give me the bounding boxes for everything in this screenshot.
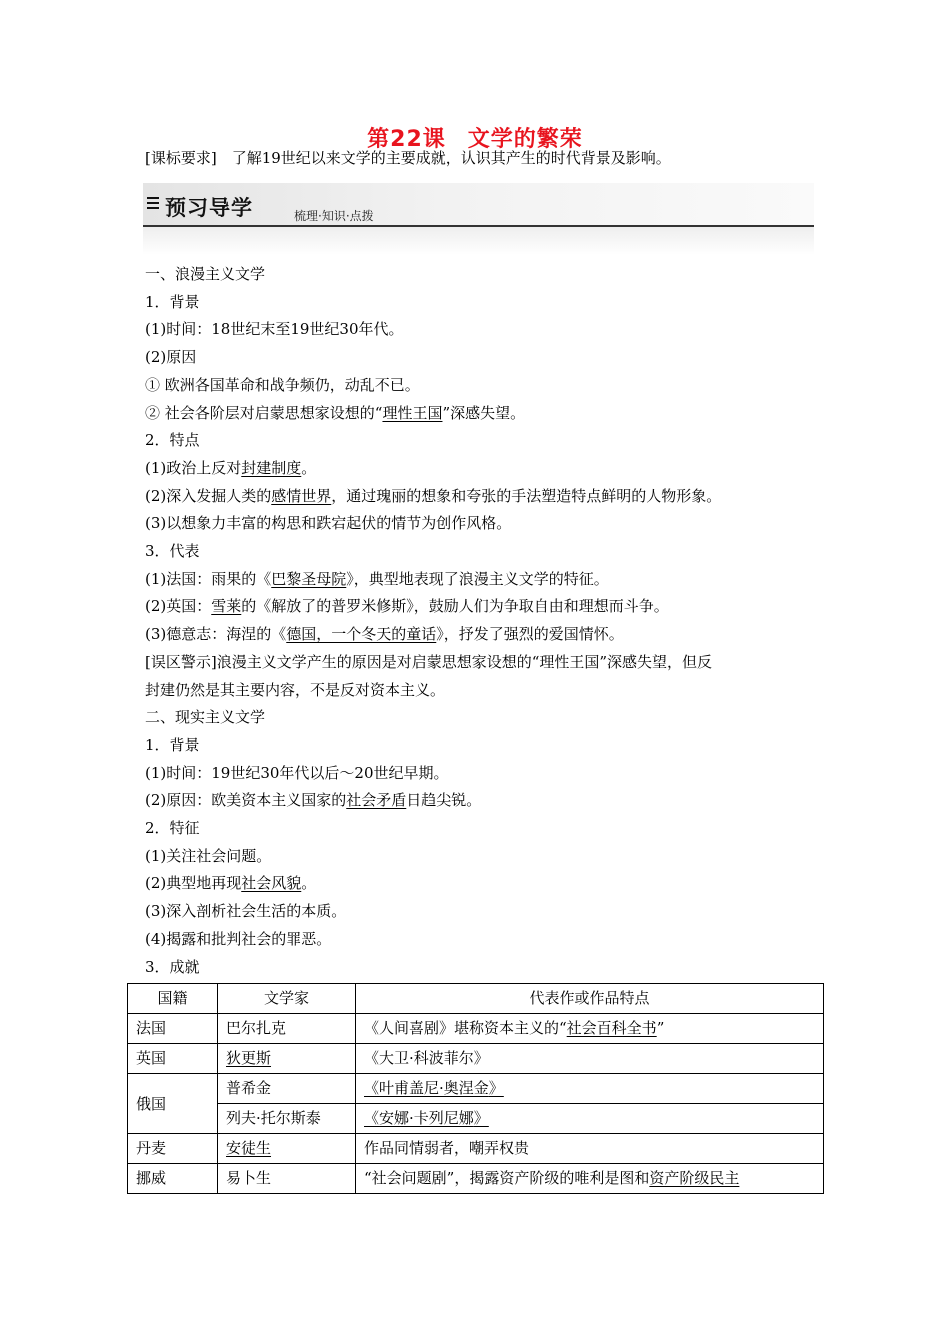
stripes-icon [147,197,159,212]
sub-heading: 3．成就 [145,957,200,976]
country-cell: 英国 [128,1044,218,1074]
text-line: (1)政治上反对封建制度。 [145,458,317,477]
curriculum-requirement: [课标要求] 了解19世纪以来文学的主要成就，认识其产生的时代背景及影响。 [145,149,671,167]
work-cell: 《叶甫盖尼·奥涅金》 [356,1074,824,1104]
country-cell: 挪威 [128,1164,218,1194]
text-line: (2)原因：欧美资本主义国家的社会矛盾日趋尖锐。 [145,791,482,810]
content-body [145,261,825,981]
warning-line: 封建仍然是其主要内容，不是反对资本主义。 [145,680,446,699]
work-cell: “社会问题剧”，揭露资产阶级的唯利是图和资产阶级民主 [356,1164,824,1194]
warning-line: [误区警示]浪漫主义文学产生的原因是对启蒙思想家设想的“理性王国”深感失望，但反 [145,652,713,671]
sub-heading: 2．特征 [145,819,200,838]
table-row [128,1104,824,1134]
banner-title: 预习导学 [165,196,253,220]
keyword: 社会矛盾 [346,791,407,810]
lesson-title: 第22课 文学的繁荣 [367,127,583,152]
text-line: (2)典型地再现社会风貌。 [145,874,317,893]
keyword: 社会风貌 [241,874,302,893]
table-row [128,1014,824,1044]
text-line: ① 欧洲各国革命和战争频仍，动乱不已。 [145,375,420,394]
writer-cell: 安徒生 [218,1134,356,1164]
keyword: 理性王国 [382,403,443,422]
work-cell: 《人间喜剧》堪称资本主义的“社会百科全书” [356,1014,824,1044]
section-heading: 一、浪漫主义文学 [145,265,266,283]
table-row [128,1134,824,1164]
keyword: 德国，一个冬天的童话 [286,625,437,644]
work-cell: 《安娜·卡列尼娜》 [356,1104,824,1134]
text-line: (3)以想象力丰富的构思和跌宕起伏的情节为创作风格。 [145,514,512,533]
table-header: 国籍 [128,984,218,1014]
text-line: (3)深入剖析社会生活的本质。 [145,902,347,921]
keyword: 巴黎圣母院 [271,569,347,588]
text-line: (1)时间：19世纪30年代以后～20世纪早期。 [145,763,449,782]
preview-guide-banner [143,183,814,255]
writer-cell: 巴尔扎克 [218,1014,356,1044]
writer-cell: 普希金 [218,1074,356,1104]
writer-cell: 狄更斯 [218,1044,356,1074]
text-line: (2)英国：雪莱的《解放了的普罗米修斯》，鼓励人们为争取自由和理想而斗争。 [145,597,669,616]
country-cell: 丹麦 [128,1134,218,1164]
keyword: 雪莱 [211,597,242,616]
writer-cell: 易卜生 [218,1164,356,1194]
writer-cell: 列夫·托尔斯泰 [218,1104,356,1134]
sub-heading: 1．背景 [145,292,200,311]
table-row [128,1074,824,1104]
sub-heading: 3．代表 [145,542,200,561]
banner-subtitle: 梳理·知识·点拨 [294,209,374,223]
table-header: 代表作或作品特点 [356,984,824,1014]
text-line: ② 社会各阶层对启蒙思想家设想的“理性王国”深感失望。 [145,403,526,422]
table-header: 文学家 [218,984,356,1014]
text-line: (4)揭露和批判社会的罪恶。 [145,929,332,948]
table-row [128,1164,824,1194]
text-line: (1)时间：18世纪末至19世纪30年代。 [145,320,404,339]
section-heading: 二、现实主义文学 [145,708,266,727]
text-line: (1)关注社会问题。 [145,846,272,865]
country-cell: 俄国 [128,1074,218,1134]
sub-heading: 2．特点 [145,431,200,450]
table-row [128,1044,824,1074]
work-cell: 《大卫·科波菲尔》 [356,1044,824,1074]
sub-heading: 1．背景 [145,735,200,754]
text-line: (2)深入发掘人类的感情世界，通过瑰丽的想象和夸张的手法塑造特点鲜明的人物形象。 [145,486,722,505]
achievements-table [127,983,824,1194]
text-line: (3)德意志：海涅的《德国，一个冬天的童话》，抒发了强烈的爱国情怀。 [145,625,624,644]
keyword: 感情世界 [271,486,332,505]
table-header-row [128,984,824,1014]
text-line: (2)原因 [145,348,197,367]
work-cell: 作品同情弱者，嘲弄权贵 [356,1134,824,1164]
text-line: (1)法国：雨果的《巴黎圣母院》，典型地表现了浪漫主义文学的特征。 [145,569,609,588]
country-cell: 法国 [128,1014,218,1044]
keyword: 封建制度 [241,458,302,477]
